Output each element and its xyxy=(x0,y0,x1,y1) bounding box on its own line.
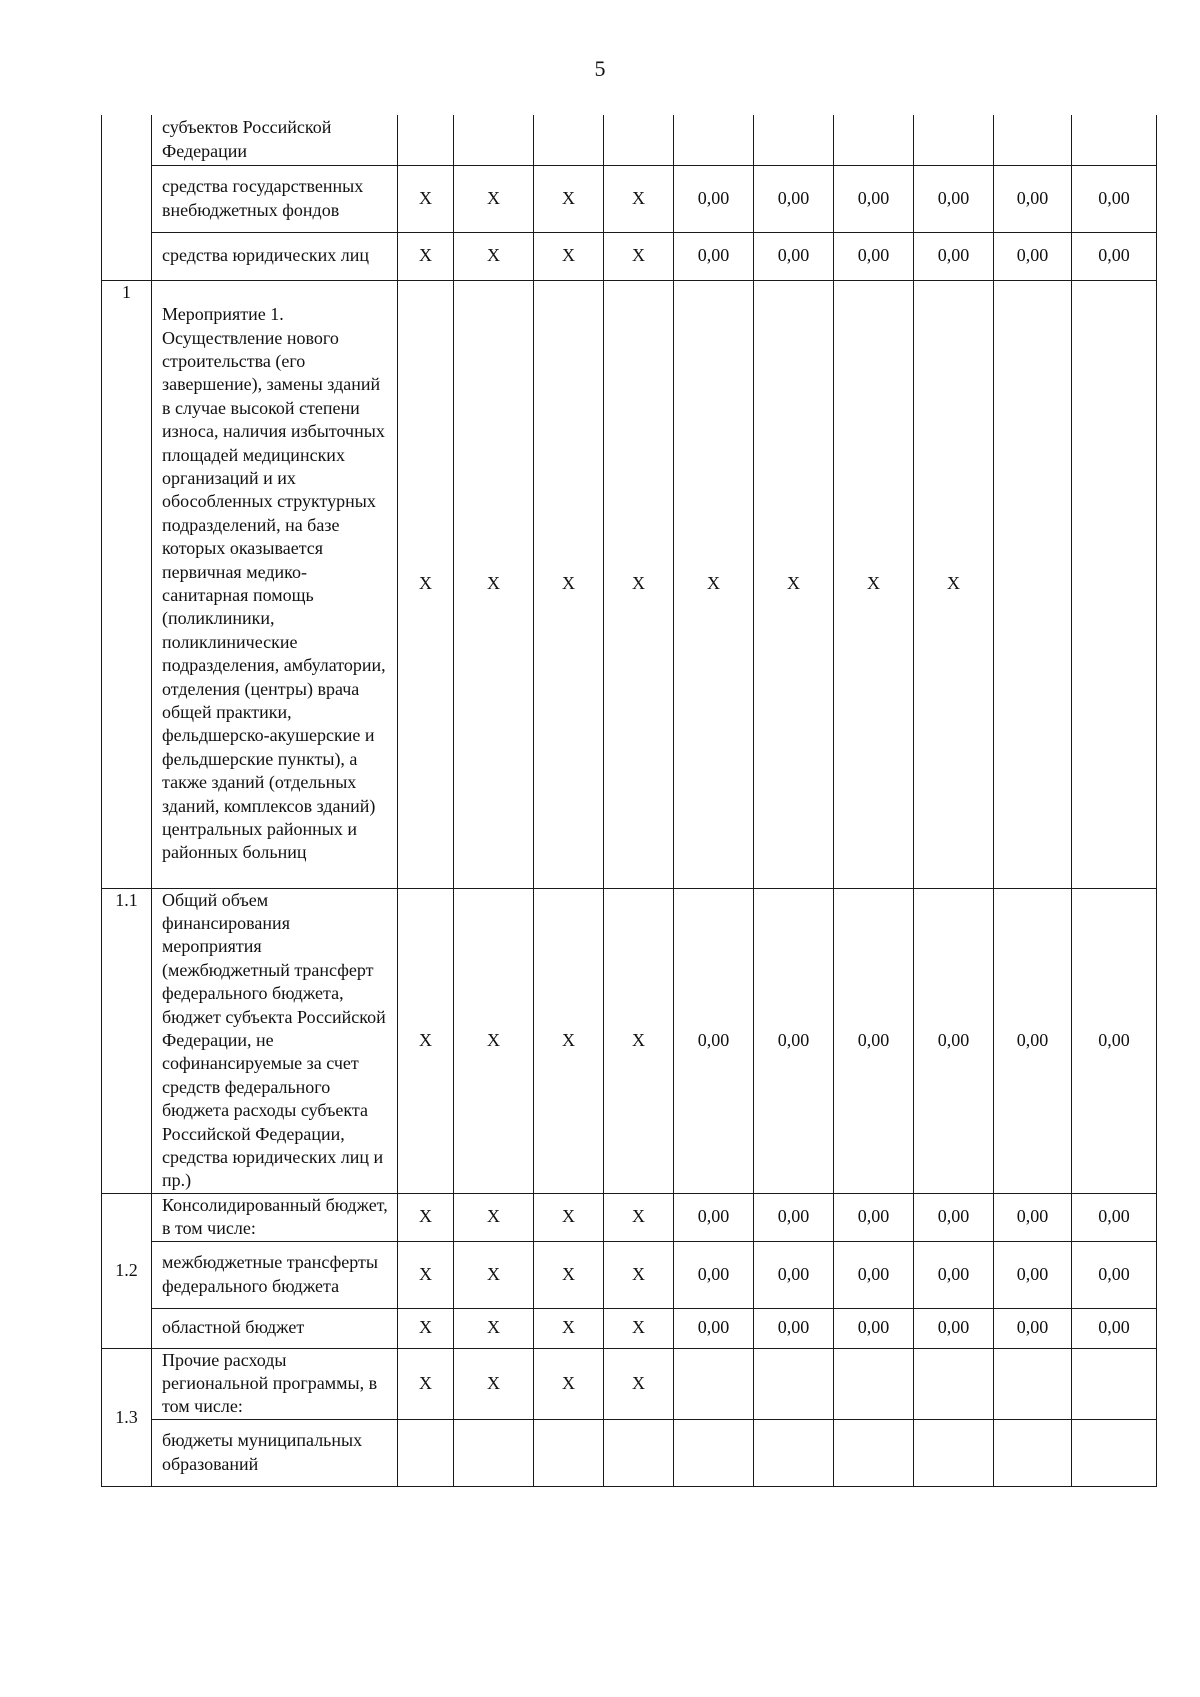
value-cell xyxy=(604,1419,674,1486)
value-cell xyxy=(754,1419,834,1486)
value-cell: X xyxy=(398,888,454,1193)
table-row xyxy=(102,1241,1157,1308)
value-cell xyxy=(914,1419,994,1486)
value-cell xyxy=(754,1348,834,1419)
value-cell: X xyxy=(454,888,534,1193)
value-cell: X xyxy=(398,232,454,280)
row-label-cell: областной бюджет xyxy=(152,1308,398,1348)
value-cell: X xyxy=(454,1308,534,1348)
value-cell xyxy=(914,115,994,165)
value-cell: X xyxy=(604,888,674,1193)
value-cell: X xyxy=(398,1348,454,1419)
value-cell: X xyxy=(534,1348,604,1419)
value-cell: X xyxy=(398,1308,454,1348)
table-body xyxy=(102,115,1157,1486)
value-cell: X xyxy=(604,280,674,888)
value-cell: X xyxy=(604,232,674,280)
value-cell: 0,00 xyxy=(834,165,914,232)
row-number-cell: 1 xyxy=(102,280,152,888)
value-cell: X xyxy=(454,280,534,888)
row-label-cell: субъектов Российской Федерации xyxy=(152,115,398,165)
value-cell: 0,00 xyxy=(674,1241,754,1308)
value-cell xyxy=(834,1419,914,1486)
value-cell: X xyxy=(534,1308,604,1348)
value-cell xyxy=(398,115,454,165)
value-cell: X xyxy=(534,1193,604,1241)
table-row xyxy=(102,165,1157,232)
value-cell: X xyxy=(398,165,454,232)
row-number-cell: 1.2 xyxy=(102,1193,152,1348)
row-label-cell: средства юридических лиц xyxy=(152,232,398,280)
value-cell: X xyxy=(604,165,674,232)
value-cell: 0,00 xyxy=(754,888,834,1193)
value-cell xyxy=(994,1419,1072,1486)
value-cell: 0,00 xyxy=(994,232,1072,280)
value-cell: 0,00 xyxy=(674,1308,754,1348)
value-cell xyxy=(994,115,1072,165)
value-cell: X xyxy=(454,1348,534,1419)
value-cell: 0,00 xyxy=(754,1308,834,1348)
row-number-cell xyxy=(102,115,152,280)
value-cell: 0,00 xyxy=(994,888,1072,1193)
value-cell xyxy=(1072,1419,1157,1486)
value-cell: 0,00 xyxy=(754,165,834,232)
value-cell: 0,00 xyxy=(1072,232,1157,280)
row-label-cell: Общий объем финансирования мероприятия (межбюджетный трансферт федерального бюджета, бюджет субъекта Российской Федерации, не софинансируемые за счет средств федерального бюджета расходы субъекта Российской Федерации, средства юридических лиц и пр.) xyxy=(152,888,398,1193)
table-row xyxy=(102,232,1157,280)
value-cell xyxy=(994,1348,1072,1419)
table-row xyxy=(102,1348,1157,1419)
value-cell: 0,00 xyxy=(834,888,914,1193)
value-cell: 0,00 xyxy=(994,165,1072,232)
value-cell: 0,00 xyxy=(914,165,994,232)
value-cell: 0,00 xyxy=(914,232,994,280)
value-cell: X xyxy=(534,888,604,1193)
value-cell: X xyxy=(534,232,604,280)
value-cell xyxy=(454,1419,534,1486)
value-cell xyxy=(834,115,914,165)
value-cell: 0,00 xyxy=(1072,165,1157,232)
table-row xyxy=(102,280,1157,888)
value-cell: 0,00 xyxy=(1072,1308,1157,1348)
value-cell xyxy=(1072,280,1157,888)
value-cell xyxy=(534,1419,604,1486)
value-cell xyxy=(454,115,534,165)
value-cell: 0,00 xyxy=(994,1308,1072,1348)
value-cell xyxy=(674,115,754,165)
row-label-cell: межбюджетные трансферты федерального бюджета xyxy=(152,1241,398,1308)
value-cell: X xyxy=(454,1193,534,1241)
value-cell xyxy=(674,1348,754,1419)
table-row xyxy=(102,1193,1157,1241)
row-label-cell: Мероприятие 1. Осуществление нового строительства (его завершение), замены зданий в случае высокой степени износа, наличия избыточных площадей медицинских организаций и их обособленных структурных подразделений, на базе которых оказывается первичная медико-санитарная помощь (поликлиники, поликлинические подразделения, амбулатории, отделения (центры) врача общей практики, фельдшерско-акушерские и фельдшерские пункты), а также зданий (отдельных зданий, комплексов зданий) центральных районных и районных больниц xyxy=(152,280,398,888)
page-number: 5 xyxy=(594,56,606,81)
value-cell: 0,00 xyxy=(914,1241,994,1308)
financing-table xyxy=(101,115,1157,1487)
value-cell: X xyxy=(754,280,834,888)
value-cell: X xyxy=(454,232,534,280)
value-cell: 0,00 xyxy=(1072,888,1157,1193)
value-cell: X xyxy=(534,165,604,232)
value-cell: X xyxy=(604,1348,674,1419)
value-cell: 0,00 xyxy=(674,1193,754,1241)
value-cell: X xyxy=(398,1193,454,1241)
value-cell xyxy=(1072,115,1157,165)
value-cell: 0,00 xyxy=(674,165,754,232)
value-cell xyxy=(994,280,1072,888)
value-cell: X xyxy=(604,1193,674,1241)
value-cell: X xyxy=(398,280,454,888)
value-cell: 0,00 xyxy=(1072,1241,1157,1308)
value-cell: 0,00 xyxy=(914,888,994,1193)
value-cell xyxy=(398,1419,454,1486)
value-cell: 0,00 xyxy=(834,232,914,280)
value-cell: 0,00 xyxy=(914,1308,994,1348)
value-cell: X xyxy=(534,280,604,888)
value-cell: X xyxy=(604,1241,674,1308)
value-cell: X xyxy=(454,165,534,232)
value-cell: 0,00 xyxy=(1072,1193,1157,1241)
row-number-cell: 1.1 xyxy=(102,888,152,1193)
value-cell xyxy=(1072,1348,1157,1419)
value-cell: X xyxy=(398,1241,454,1308)
value-cell: 0,00 xyxy=(834,1308,914,1348)
value-cell: 0,00 xyxy=(674,232,754,280)
value-cell: 0,00 xyxy=(674,888,754,1193)
value-cell: X xyxy=(534,1241,604,1308)
value-cell xyxy=(754,115,834,165)
row-number-cell: 1.3 xyxy=(102,1348,152,1486)
row-label-cell: бюджеты муниципальных образований xyxy=(152,1419,398,1486)
table-row xyxy=(102,115,1157,165)
value-cell: 0,00 xyxy=(834,1193,914,1241)
table-row xyxy=(102,888,1157,1193)
value-cell: 0,00 xyxy=(994,1241,1072,1308)
value-cell xyxy=(914,1348,994,1419)
value-cell: X xyxy=(604,1308,674,1348)
value-cell: X xyxy=(674,280,754,888)
value-cell: 0,00 xyxy=(994,1193,1072,1241)
value-cell: 0,00 xyxy=(754,1193,834,1241)
value-cell xyxy=(834,1348,914,1419)
value-cell: 0,00 xyxy=(914,1193,994,1241)
value-cell: X xyxy=(834,280,914,888)
value-cell xyxy=(674,1419,754,1486)
value-cell: X xyxy=(914,280,994,888)
row-label-cell: Прочие расходы региональной программы, в том числе: xyxy=(152,1348,398,1419)
value-cell: 0,00 xyxy=(834,1241,914,1308)
value-cell xyxy=(534,115,604,165)
table-row xyxy=(102,1308,1157,1348)
value-cell: X xyxy=(454,1241,534,1308)
value-cell xyxy=(604,115,674,165)
table-row xyxy=(102,1419,1157,1486)
row-label-cell: средства государственных внебюджетных фондов xyxy=(152,165,398,232)
value-cell: 0,00 xyxy=(754,232,834,280)
row-label-cell: Консолидированный бюджет, в том числе: xyxy=(152,1193,398,1241)
value-cell: 0,00 xyxy=(754,1241,834,1308)
